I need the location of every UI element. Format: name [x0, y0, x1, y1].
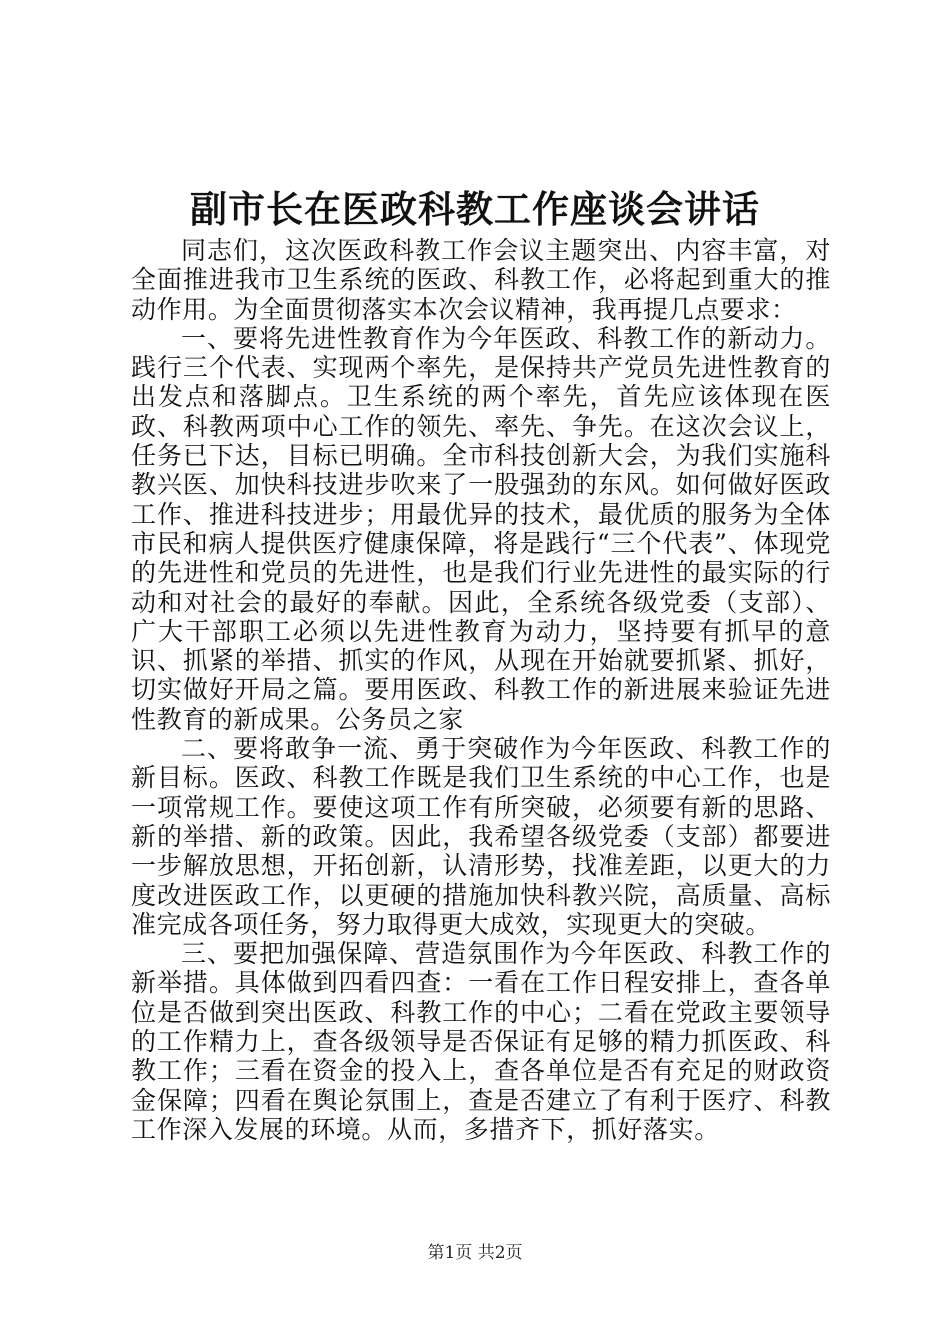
document-title: 副市长在医政科教工作座谈会讲话 [190, 187, 760, 231]
paragraph-point-three: 三、要把加强保障、营造氛围作为今年医政、科教工作的新举措。具体做到四看四查：一看在工作日程安排上，查各单位是否做到突出医政、科教工作的中心；二看在党政主要领导的工作精力上，查各级领导是否保证有足够的精力抓医政、科教工作；三看在资金的投入上，查各单位是否有充足的财政资金保障；四看在舆论氛围上，查是否建立了有利于医疗、科教工作深入发展的环境。从而，多措齐下，抓好落实。 [131, 939, 831, 1144]
paragraph-point-two: 二、要将敢争一流、勇于突破作为今年医政、科教工作的新目标。医政、科教工作既是我们卫生系统的中心工作，也是一项常规工作。要使这项工作有所突破，必须要有新的思路、新的举措、新的政策。因此，我希望各级党委（支部）都要进一步解放思想，开拓创新，认清形势，找准差距，以更大的力度改进医政工作，以更硬的措施加快科教兴院，高质量、高标准完成各项任务，努力取得更大成效，实现更大的突破。 [131, 734, 831, 939]
page-number-footer: 第1页 共2页 [427, 1243, 523, 1263]
document-body [131, 236, 831, 1144]
paragraph-intro: 同志们，这次医政科教工作会议主题突出、内容丰富，对全面推进我市卫生系统的医政、科教工作，必将起到重大的推动作用。为全面贯彻落实本次会议精神，我再提几点要求： [131, 236, 831, 324]
paragraph-point-one: 一、要将先进性教育作为今年医政、科教工作的新动力。践行三个代表、实现两个率先，是保持共产党员先进性教育的出发点和落脚点。卫生系统的两个率先，首先应该体现在医政、科教两项中心工作的领先、率先、争先。在这次会议上，任务已下达，目标已明确。全市科技创新大会，为我们实施科教兴医、加快科技进步吹来了一股强劲的东风。如何做好医政工作、推进科技进步；用最优异的技术，最优质的服务为全体市民和病人提供医疗健康保障，将是践行“三个代表”、体现党的先进性和党员的先进性，也是我们行业先进性的最实际的行动和对社会的最好的奉献。因此，全系统各级党委（支部）、广大干部职工必须以先进性教育为动力，坚持要有抓早的意识、抓紧的举措、抓实的作风，从现在开始就要抓紧、抓好，切实做好开局之篇。要用医政、科教工作的新进展来验证先进性教育的新成果。公务员之家 [131, 323, 831, 734]
